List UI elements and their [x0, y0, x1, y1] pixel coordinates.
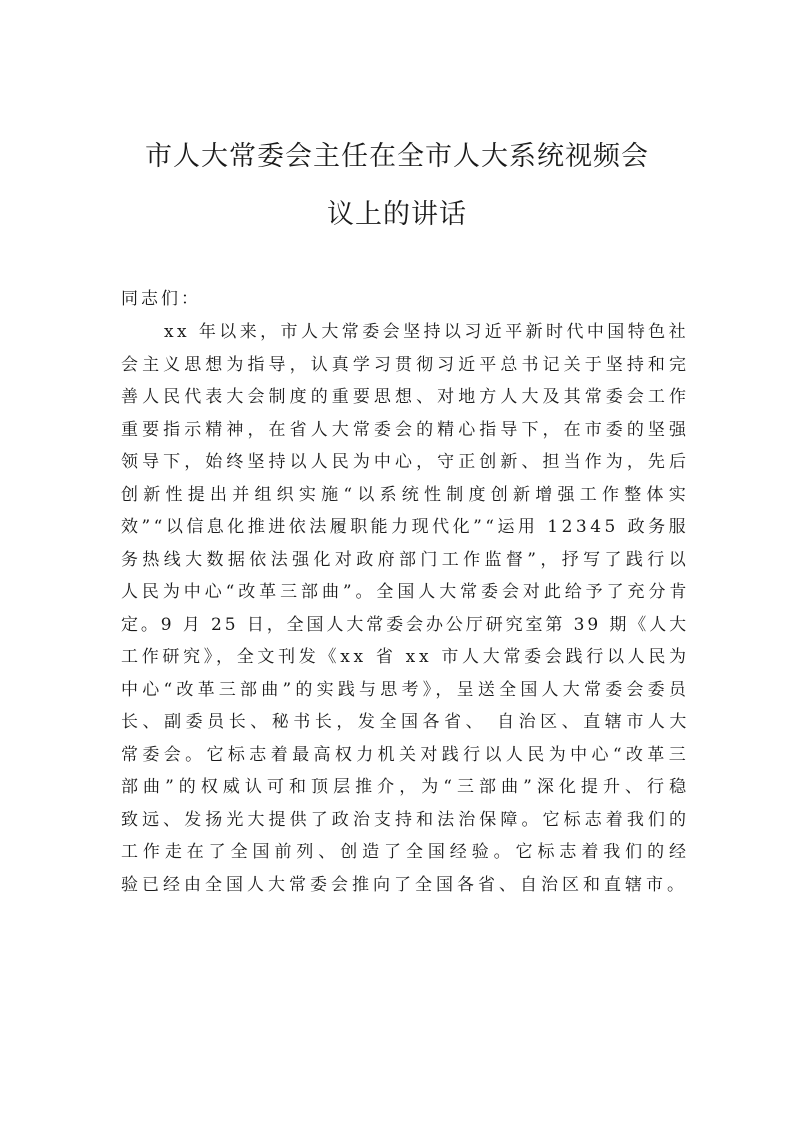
paragraph-line: 长、副委员长、秘书长，发全国各省、 自治区、直辖市人大 — [121, 712, 691, 732]
paragraph-line: 人民为中心“改革三部曲”。全国人大常委会对此给予了充分肯 — [121, 582, 691, 602]
paragraph-line: 领导下，始终坚持以人民为中心，守正创新、担当作为，先后 — [121, 452, 691, 472]
document-title-line-1: 市人大常委会主任在全市人大系统视频会 — [145, 141, 649, 172]
paragraph-line: 效”“以信息化推进依法履职能力现代化”“运用 12345 政务服 — [121, 517, 690, 537]
salutation: 同志们： — [121, 289, 201, 309]
body-paragraph — [121, 316, 692, 901]
paragraph-line: 致远、发扬光大提供了政治支持和法治保障。它标志着我们的 — [121, 809, 691, 830]
paragraph-line: 创新性提出并组织实施“以系统性制度创新增强工作整体实 — [121, 484, 691, 505]
paragraph-line: 工作走在了全国前列、创造了全国经验。它标志着我们的经 — [121, 842, 691, 862]
paragraph-line: xx 年以来，市人大常委会坚持以习近平新时代中国特色社 — [164, 322, 690, 342]
paragraph-line: 务热线大数据依法强化对政府部门工作监督”，抒写了践行以 — [121, 549, 691, 570]
document-title-line-2: 议上的讲话 — [327, 199, 467, 230]
paragraph-line: 常委会。它标志着最高权力机关对践行以人民为中心“改革三 — [121, 744, 691, 765]
paragraph-line: 会主义思想为指导，认真学习贯彻习近平总书记关于坚持和完 — [121, 354, 691, 375]
paragraph-line: 重要指示精神，在省人大常委会的精心指导下，在市委的坚强 — [121, 419, 691, 440]
paragraph-line: 部曲”的权威认可和顶层推介，为“三部曲”深化提升、行稳 — [121, 777, 692, 797]
paragraph-line: 中心“改革三部曲”的实践与思考》，呈送全国人大常委会委员 — [121, 679, 691, 700]
paragraph-line: 善人民代表大会制度的重要思想、对地方人大及其常委会工作 — [121, 387, 691, 407]
paragraph-line: 工作研究》，全文刊发《xx 省 xx 市人大常委会践行以人民为 — [121, 647, 690, 667]
paragraph-line: 验已经由全国人大常委会推向了全国各省、自治区和直辖市。 — [121, 874, 688, 895]
paragraph-line: 定。9 月 25 日，全国人大常委会办公厅研究室第 39 期《人大 — [121, 614, 690, 635]
